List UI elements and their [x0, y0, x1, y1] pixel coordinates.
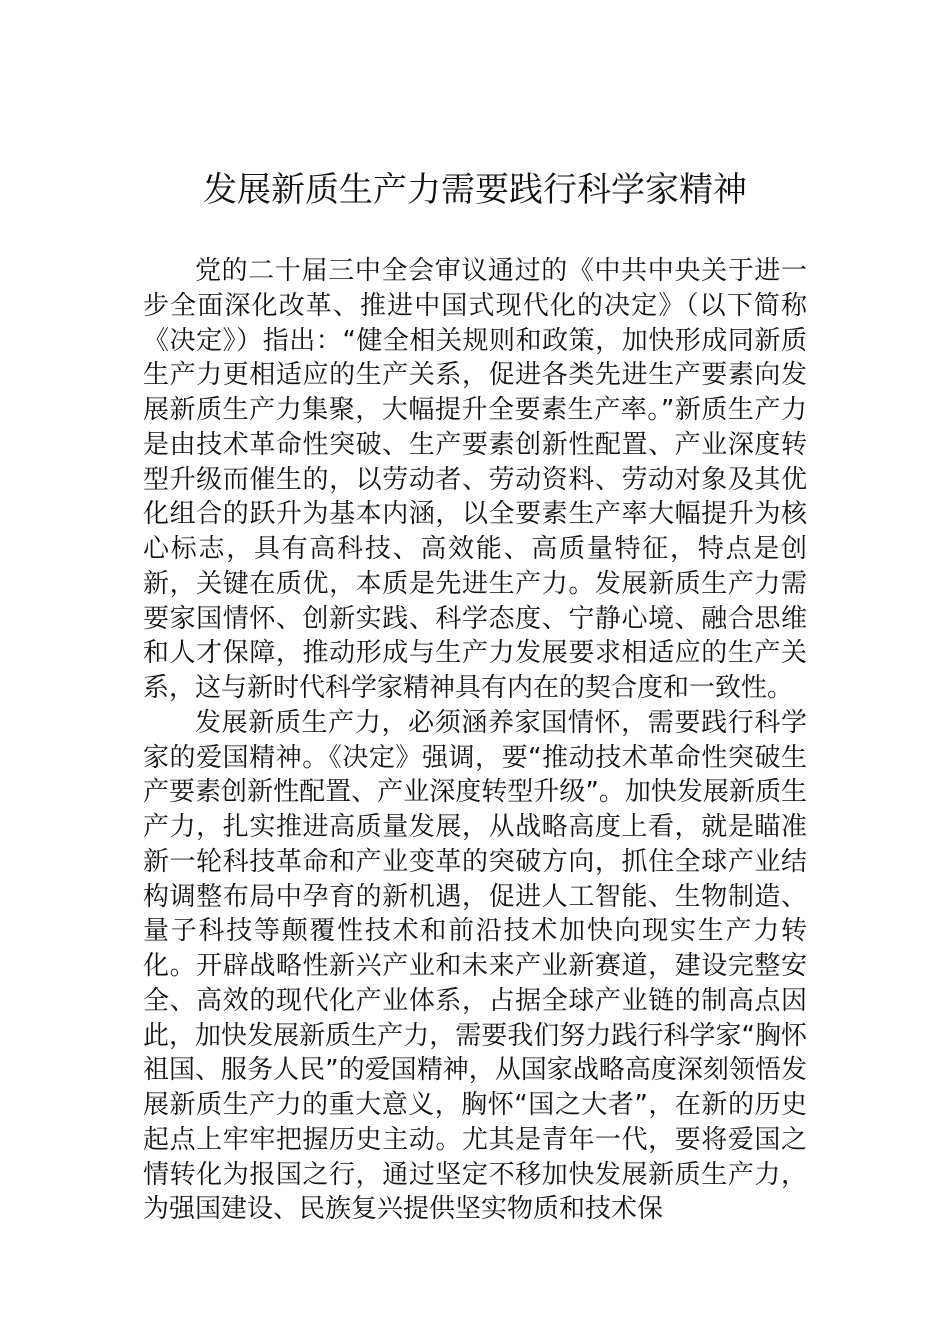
paragraph-2: 发展新质生产力，必须涵养家国情怀，需要践行科学家的爱国精神。《决定》强调，要“推动技术革命性突破生产要素创新性配置、产业深度转型升级”。加快发展新质生产力，扎实推进高质量发展，从战略高度上看，就是瞄准新一轮科技革命和产业变革的突破方向，抓住全球产业结构调整布局中孕育的新机遇，促进人工智能、生物制造、量子科技等颠覆性技术和前沿技术加快向现实生产力转化。开辟战略性新兴产业和未来产业新赛道，建设完整安全、高效的现代化产业体系，占据全球产业链的制高点因此，加快发展新质生产力，需要我们努力践行科学家“胸怀祖国、服务人民”的爱国精神，从国家战略高度深刻领悟发展新质生产力的重大意义，胸怀“国之大者”，在新的历史起点上牢牢把握历史主动。尤其是青年一代，要将爱国之情转化为报国之行，通过坚定不移加快发展新质生产力，为强国建设、民族复兴提供坚实物质和技术保: [143, 707, 807, 1225]
document-title: 发展新质生产力需要践行科学家精神: [203, 170, 747, 210]
document-body: [143, 254, 807, 1227]
paragraph-1: 党的二十届三中全会审议通过的《中共中央关于进一步全面深化改革、推进中国式现代化的决定》（以下简称《决定》）指出：“健全相关规则和政策，加快形成同新质生产力更相适应的生产关系，促进各类先进生产要素向发展新质生产力集聚，大幅提升全要素生产率。”新质生产力是由技术革命性突破、生产要素创新性配置、产业深度转型升级而催生的，以劳动者、劳动资料、劳动对象及其优化组合的跃升为基本内涵，以全要素生产率大幅提升为核心标志，具有高科技、高效能、高质量特征，特点是创新，关键在质优，本质是先进生产力。发展新质生产力需要家国情怀、创新实践、科学态度、宁静心境、融合思维和人才保障，推动形成与生产力发展要求相适应的生产关系，这与新时代科学家精神具有内在的契合度和一致性。: [143, 256, 807, 703]
